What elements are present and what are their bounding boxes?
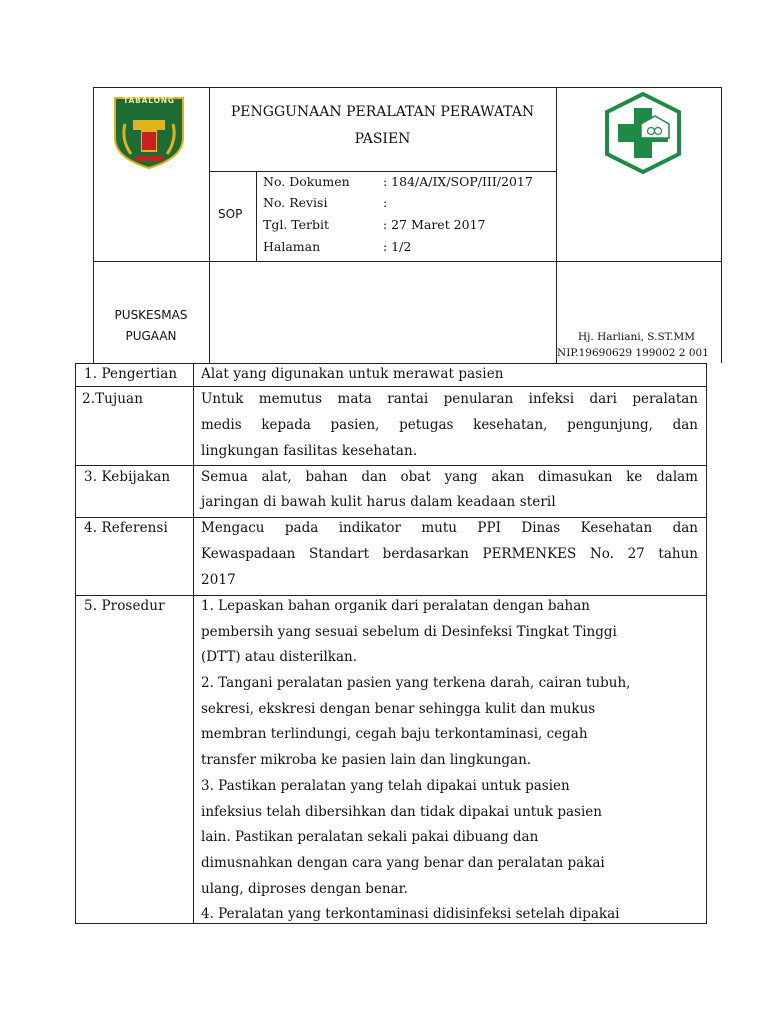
signer-nip: NIP.19690629 199002 2 001 [557, 347, 709, 359]
prosedur-line: dimusnahkan dengan cara yang benar dan peralatan pakai [201, 854, 605, 871]
prosedur-line: membran terlindungi, cegah baju terkontaminasi, cegah [201, 726, 588, 743]
signer-name: Hj. Harliani, S.ST.MM [578, 331, 695, 343]
meta-label-terbit: Tgl. Terbit [263, 217, 330, 232]
org-name-line2: PUGAAN [125, 329, 177, 343]
text-kebijakan-line1: Semua alat, bahan dan obat yang akan dimasukan ke dalam [201, 469, 698, 485]
label-kebijakan: 3. Kebijakan [84, 469, 171, 485]
prosedur-line: transfer mikroba ke pasien lain dan lingkungan. [201, 752, 532, 769]
doc-title-line2: PASIEN [354, 131, 411, 147]
prosedur-line: 3. Pastikan peralatan yang telah dipakai untuk pasien [201, 777, 570, 794]
regency-logo [111, 94, 187, 170]
meta-label-dokumen: No. Dokumen [263, 174, 350, 189]
sop-label: SOP [218, 207, 243, 221]
text-referensi-line3: 2017 [201, 572, 236, 588]
prosedur-line: 2. Tangani peralatan pasien yang terkena darah, cairan tubuh, [201, 675, 631, 692]
meta-value-dokumen: : 184/A/IX/SOP/III/2017 [383, 174, 533, 189]
label-referensi: 4. Referensi [84, 520, 168, 536]
meta-label-halaman: Halaman [263, 239, 321, 254]
prosedur-line: ulang, diproses dengan benar. [201, 880, 408, 897]
label-pengertian: 1. Pengertian [84, 366, 178, 382]
prosedur-line: pembersih yang sesuai sebelum di Desinfeksi Tingkat Tinggi [201, 623, 617, 640]
text-referensi-line2: Kewaspadaan Standart berdasarkan PERMENKES No. 27 tahun [201, 546, 698, 562]
text-tujuan-line2: medis kepada pasien, petugas kesehatan, pengunjung, dan [201, 417, 698, 433]
text-prosedur [201, 594, 630, 928]
text-tujuan-line1: Untuk memutus mata rantai penularan infeksi dari peralatan [201, 391, 698, 407]
prosedur-line: 4. Peralatan yang terkontaminasi didisinfeksi setelah dipakai [201, 906, 620, 923]
label-prosedur: 5. Prosedur [84, 598, 165, 614]
regency-logo-text: TABALONG [123, 96, 175, 105]
text-tujuan-line3: lingkungan fasilitas kesehatan. [201, 443, 418, 459]
prosedur-line: infeksius telah dibersihkan dan tidak dipakai untuk pasien [201, 803, 602, 820]
prosedur-line: 1. Lepaskan bahan organik dari peralatan dengan bahan [201, 598, 590, 614]
doc-title-line1: PENGGUNAAN PERALATAN PERAWATAN [230, 104, 535, 120]
label-tujuan: 2.Tujuan [82, 391, 144, 407]
text-kebijakan-line2: jaringan di bawah kulit harus dalam keadaan steril [201, 494, 556, 510]
org-name-line1: PUSKESMAS [114, 308, 188, 322]
prosedur-line: lain. Pastikan peralatan sekali pakai dibuang dan [201, 829, 539, 846]
puskesmas-logo [601, 90, 685, 176]
text-referensi-line1: Mengacu pada indikator mutu PPI Dinas Kesehatan dan [201, 520, 698, 536]
meta-value-revisi: : [383, 195, 388, 210]
meta-value-terbit: : 27 Maret 2017 [383, 217, 486, 232]
prosedur-line: (DTT) atau disterilkan. [201, 649, 358, 666]
meta-value-halaman: : 1/2 [383, 239, 412, 254]
text-pengertian: Alat yang digunakan untuk merawat pasien [201, 366, 504, 382]
prosedur-line: sekresi, ekskresi dengan benar sehingga kulit dan mukus [201, 700, 596, 717]
meta-label-revisi: No. Revisi [263, 195, 328, 210]
